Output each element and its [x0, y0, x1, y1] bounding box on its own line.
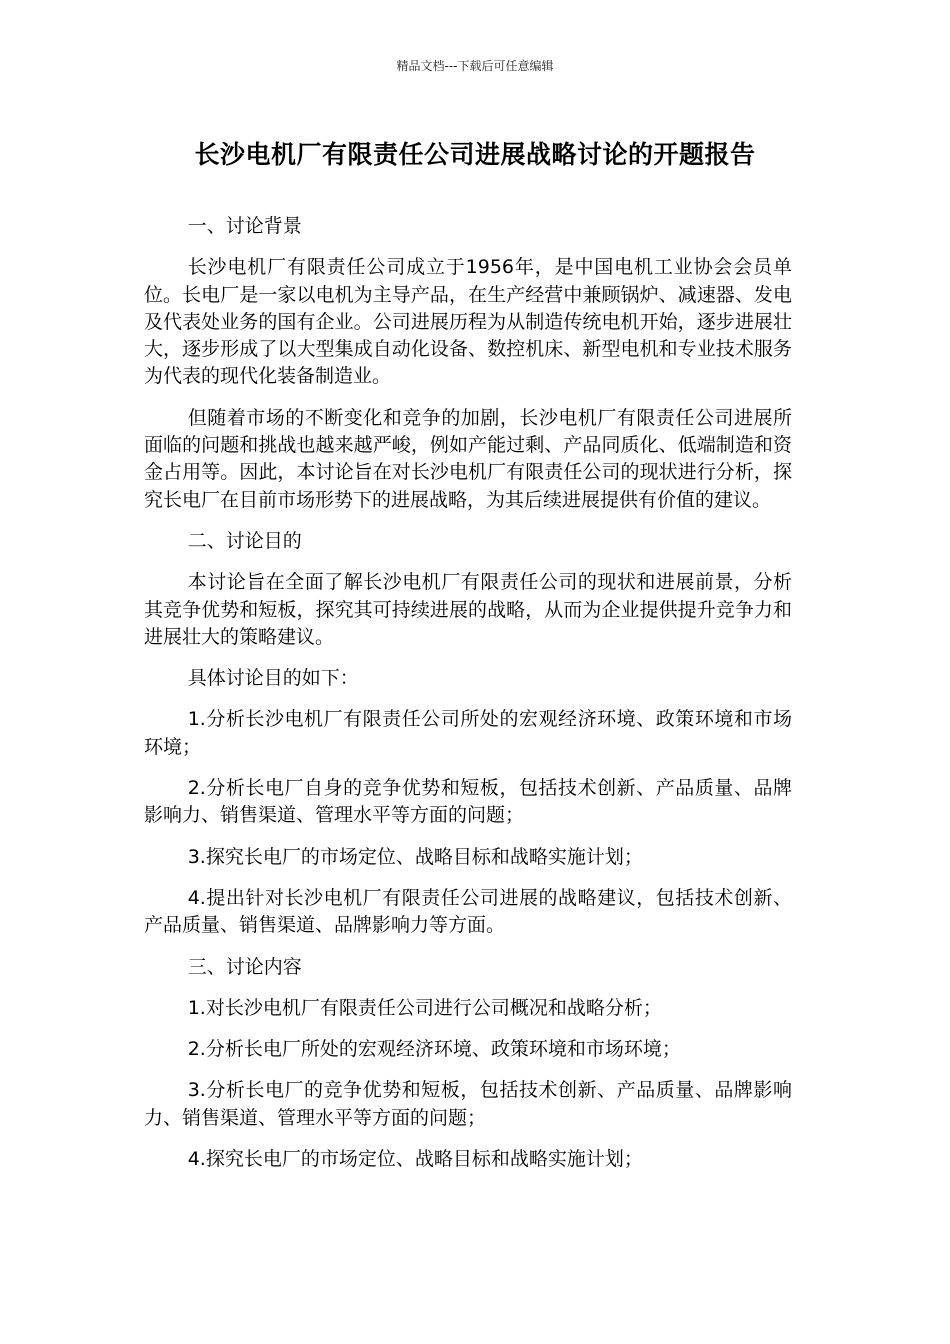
- paragraph-background-1: 长沙电机厂有限责任公司成立于1956年，是中国电机工业协会会员单位。长电厂是一家以电机为主导产品，在生产经营中兼顾锅炉、减速器、发电及代表处业务的国有企业。公司进展历程为从制造传统电机开始，逐步进展壮大，逐步形成了以大型集成自动化设备、数控机床、新型电机和专业技术服务为代表的现代化装备制造业。: [144, 256, 792, 388]
- document-body: [144, 213, 792, 1187]
- content-item-3: 3.分析长电厂的竞争优势和短板，包括技术创新、产品质量、品牌影响力、销售渠道、管理水平等方面的问题；: [144, 1079, 792, 1129]
- paragraph-purpose-1: 本讨论旨在全面了解长沙电机厂有限责任公司的现状和进展前景，分析其竞争优势和短板，探究其可持续进展的战略，从而为企业提供提升竞争力和进展壮大的策略建议。: [144, 571, 792, 648]
- content-item-1: 1.对长沙电机厂有限责任公司进行公司概况和战略分析；: [187, 996, 662, 1019]
- purpose-item-3: 3.探究长电厂的市场定位、战略目标和战略实施计划；: [187, 845, 643, 868]
- purpose-item-2: 2.分析长电厂自身的竞争优势和短板，包括技术创新、产品质量、品牌影响力、销售渠道、管理水平等方面的问题；: [144, 777, 792, 827]
- section-heading-content: 三、讨论内容: [187, 955, 302, 978]
- content-item-2: 2.分析长电厂所处的宏观经济环境、政策环境和市场环境；: [187, 1038, 681, 1061]
- header-note: 精品文档---下载后可任意编辑: [396, 59, 554, 73]
- purpose-item-1: 1.分析长沙电机厂有限责任公司所处的宏观经济环境、政策环境和市场环境；: [144, 708, 792, 758]
- section-heading-background: 一、讨论背景: [187, 215, 302, 237]
- content-item-4: 4.探究长电厂的市场定位、战略目标和战略实施计划；: [187, 1148, 643, 1171]
- paragraph-background-2: 但随着市场的不断变化和竞争的加剧，长沙电机厂有限责任公司进展所面临的问题和挑战也越来越严峻，例如产能过剩、产品同质化、低端制造和资金占用等。因此，本讨论旨在对长沙电机厂有限责任公司的现状进行分析，探究长电厂在目前市场形势下的进展战略，为其后续进展提供有价值的建议。: [144, 406, 792, 511]
- paragraph-purpose-2: 具体讨论目的如下：: [187, 667, 359, 690]
- document-title: 长沙电机厂有限责任公司进展战略讨论的开题报告: [194, 140, 756, 169]
- section-heading-purpose: 二、讨论目的: [187, 529, 302, 552]
- purpose-item-4: 4.提出针对长沙电机厂有限责任公司进展的战略建议，包括技术创新、产品质量、销售渠道、品牌影响力等方面。: [144, 886, 792, 937]
